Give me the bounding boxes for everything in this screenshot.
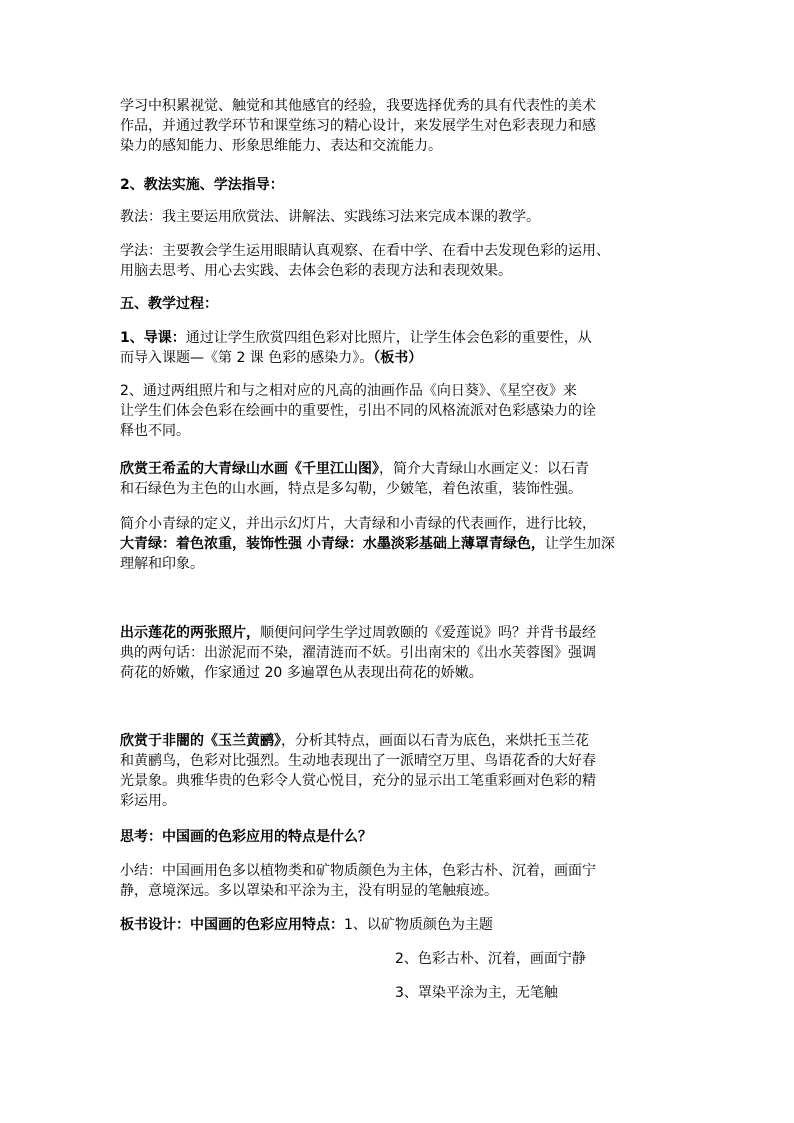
text-span: 而导入课题—《第 2 课 色彩的感染力》。 bbox=[120, 350, 374, 366]
text-span: 让学生加深 bbox=[544, 536, 615, 552]
text-line bbox=[120, 328, 592, 348]
wang-ximeng-paragraph bbox=[120, 459, 589, 499]
text-line: 让学生们体会色彩在绘画中的重要性，引出不同的风格流派对色彩感染力的诠 bbox=[120, 403, 596, 419]
text-line: 理解和印象。 bbox=[120, 556, 204, 572]
bold-span: 欣赏王希孟的大青绿山水画《千里江山图》 bbox=[120, 461, 379, 477]
text-line bbox=[120, 731, 596, 751]
text-line: 光景象。典雅华贵的色彩令人赏心悦目，充分的显示出工笔重彩画对色彩的精 bbox=[120, 773, 596, 789]
teaching-method-paragraph: 教法：我主要运用欣赏法、讲解法、实践练习法来完成本课的教学。 bbox=[120, 209, 540, 225]
lotus-paragraph bbox=[120, 623, 596, 683]
text-line: 彩运用。 bbox=[120, 793, 176, 809]
thinking-question: 思考：中国画的色彩应用的特点是什么？ bbox=[120, 829, 372, 845]
text-line: 和石绿色为主色的山水画，特点是多勾勒，少皴笔，着色浓重，装饰性强。 bbox=[120, 481, 582, 497]
small-blue-green-paragraph bbox=[120, 514, 615, 574]
text-line bbox=[120, 623, 596, 643]
text-span: ，简介大青绿山水画定义：以石青 bbox=[379, 461, 589, 477]
van-gogh-paragraph bbox=[120, 381, 596, 441]
board-note: （板书） bbox=[373, 350, 423, 366]
bold-span: 出示莲花的两张照片， bbox=[120, 625, 260, 641]
magnolia-paragraph bbox=[120, 731, 596, 811]
text-line: 释也不同。 bbox=[120, 423, 190, 439]
text-line: 荷花的娇嫩，作家通过 20 多遍罩色从表现出荷花的娇嫩。 bbox=[120, 665, 483, 681]
text-line bbox=[120, 459, 589, 479]
board-item-2: 2、色彩古朴、沉着，画面宁静 bbox=[395, 951, 586, 967]
summary-paragraph bbox=[120, 861, 596, 901]
text-line: 染力的感知能力、形象思维能力、表达和交流能力。 bbox=[120, 138, 442, 154]
text-line bbox=[120, 348, 592, 368]
text-span: ，分析其特点，画面以石青为底色，来烘托玉兰花 bbox=[281, 733, 589, 749]
section-heading-process: 五、教学过程： bbox=[120, 296, 218, 312]
text-span: 通过让学生欣赏四组色彩对比照片，让学生体会色彩的重要性，从 bbox=[185, 330, 592, 346]
bold-span: 板书设计：中国画的色彩应用特点： bbox=[120, 917, 344, 933]
text-line: 简介小青绿的定义，并出示幻灯片，大青绿和小青绿的代表画作，进行比较， bbox=[120, 516, 596, 532]
board-design-line bbox=[120, 915, 493, 935]
text-span: 顺便问问学生学过周敦颐的《爱莲说》吗？并背书最经 bbox=[260, 625, 596, 641]
text-line: 静，意境深远。多以罩染和平涂为主，没有明显的笔触痕迹。 bbox=[120, 883, 498, 899]
intro-lesson-paragraph bbox=[120, 328, 592, 368]
text-line bbox=[120, 534, 615, 554]
text-line: 典的两句话：出淤泥而不染，濯清涟而不妖。引出南宋的《出水芙蓉图》强调 bbox=[120, 645, 596, 661]
text-line: 用脑去思考、用心去实践、去体会色彩的表现方法和表现效果。 bbox=[120, 263, 512, 279]
board-item-1: 1、以矿物质颜色为主题 bbox=[344, 917, 493, 933]
learning-method-paragraph bbox=[120, 241, 610, 281]
board-item-3: 3、罩染平涂为主，无笔触 bbox=[395, 985, 558, 1001]
bold-span: 欣赏于非闇的《玉兰黄鹂》 bbox=[120, 733, 281, 749]
step-label: 1、导课： bbox=[120, 330, 186, 346]
text-line: 和黄鹂鸟，色彩对比强烈。生动地表现出了一派晴空万里、鸟语花香的大好春 bbox=[120, 753, 596, 769]
text-line: 学法：主要教会学生运用眼睛认真观察、在看中学、在看中去发现色彩的运用、 bbox=[120, 243, 610, 259]
text-line: 学习中积累视觉、触觉和其他感官的经验，我要选择优秀的具有代表性的美术 bbox=[120, 98, 596, 114]
intro-paragraph bbox=[120, 96, 596, 156]
text-line: 作品，并通过教学环节和课堂练习的精心设计，来发展学生对色彩表现力和感 bbox=[120, 118, 596, 134]
bold-span: 大青绿：着色浓重，装饰性强 小青绿：水墨淡彩基础上薄罩青绿色， bbox=[120, 536, 545, 552]
text-line: 小结：中国画用色多以植物类和矿物质颜色为主体，色彩古朴、沉着，画面宁 bbox=[120, 863, 596, 879]
text-line: 2、通过两组照片和与之相对应的凡高的油画作品《向日葵》、《星空夜》来 bbox=[120, 383, 577, 399]
section-heading-method: 2、教法实施、学法指导： bbox=[120, 177, 284, 193]
